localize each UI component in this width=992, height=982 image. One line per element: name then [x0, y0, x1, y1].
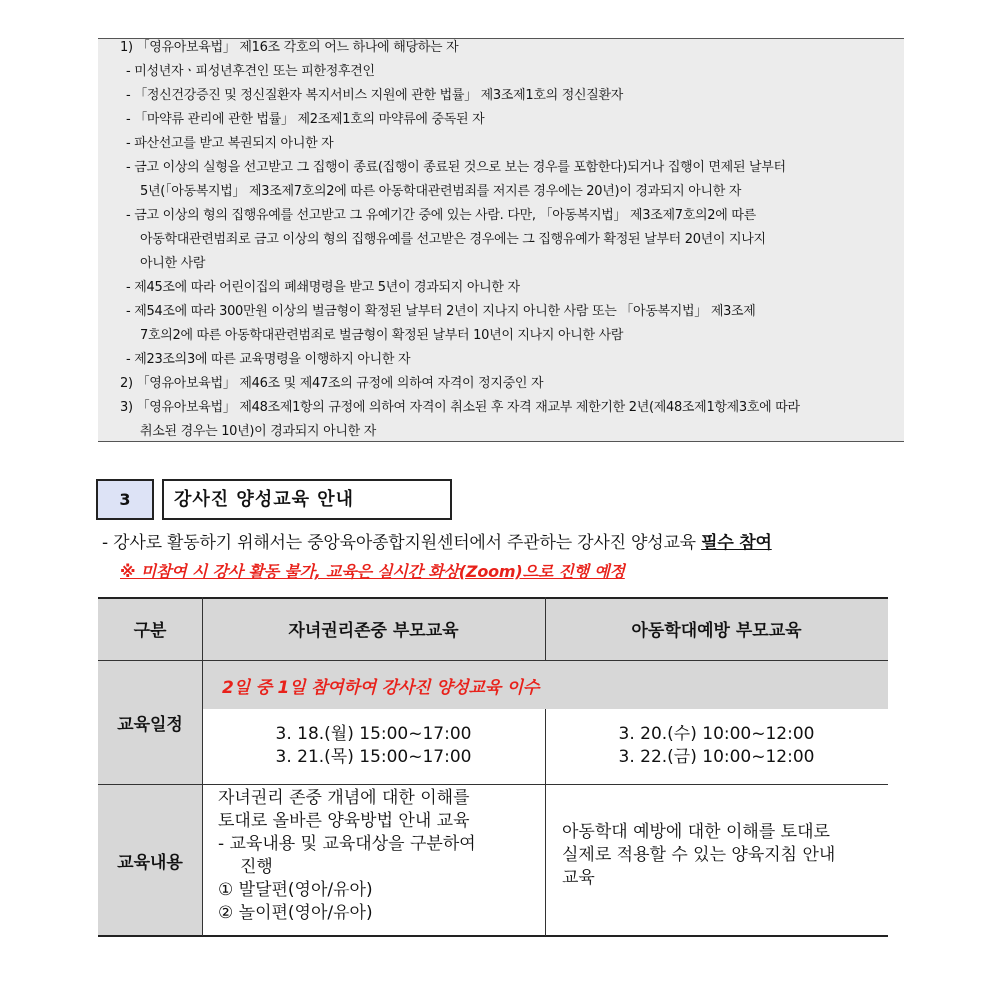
content-label: 교육내용: [98, 785, 202, 936]
training-table: [98, 597, 888, 937]
content-line: 토대로 올바른 양육방법 안내 교육: [218, 811, 470, 831]
disq-line: 2) 「영유아보육법」 제46조 및 제47조의 규정에 의하여 자격이 정지중인 자: [120, 376, 544, 391]
schedule-abuse-prevention: [545, 709, 888, 784]
content-line: ② 놀이편(영아/유아): [218, 903, 373, 923]
header-abuse-prevention: 아동학대예방 부모교육: [545, 597, 888, 660]
schedule-date: 3. 22.(금) 10:00~12:00: [618, 747, 815, 767]
zoom-notice: ※ 미참여 시 강사 활동 불가, 교육은 실시간 화상(Zoom)으로 진행 예정: [120, 562, 625, 581]
section-title: 강사진 양성교육 안내: [162, 479, 452, 520]
disq-line: - 파산선고를 받고 복권되지 아니한 자: [126, 136, 334, 151]
content-abuse-prevention: [562, 821, 882, 911]
disq-line: - 미성년자ㆍ피성년후견인 또는 피한정후견인: [126, 64, 375, 79]
disq-line: - 제23조의3에 따른 교육명령을 이행하지 아니한 자: [126, 352, 411, 367]
content-line: 실제로 적용할 수 있는 양육지침 안내: [562, 845, 836, 865]
disq-line: 7호의2에 따른 아동학대관련범죄로 벌금형이 확정된 날부터 10년이 지나지 아니한 사람: [140, 328, 624, 343]
table-rule: [202, 597, 203, 936]
schedule-child-rights: [202, 709, 545, 784]
disqualification-box: [98, 38, 904, 442]
schedule-label: 교육일정: [98, 661, 202, 784]
table-rule: [98, 597, 888, 599]
disq-line: 아니한 사람: [140, 256, 206, 271]
table-rule: [98, 935, 888, 937]
content-line: 아동학대 예방에 대한 이해를 토대로: [562, 822, 830, 842]
intro-body: - 강사로 활동하기 위해서는 중앙육아종합지원센터에서 주관하는 강사진 양성교육: [102, 533, 702, 553]
content-line: 자녀권리 존중 개념에 대한 이해를: [218, 788, 470, 808]
schedule-date: 3. 21.(목) 15:00~17:00: [275, 747, 472, 767]
header-child-rights: 자녀권리존중 부모교육: [202, 597, 545, 660]
disq-line: - 제54조에 따라 300만원 이상의 벌금형이 확정된 날부터 2년이 지나지 아니한 사람 또는 「아동복지법」 제3조제: [126, 304, 756, 319]
schedule-date: 3. 20.(수) 10:00~12:00: [618, 724, 815, 744]
table-rule: [98, 660, 888, 661]
header-category: 구분: [98, 597, 202, 660]
disq-line: 취소된 경우는 10년)이 경과되지 아니한 자: [140, 424, 377, 439]
content-line: 진행: [240, 857, 273, 877]
content-child-rights: [218, 787, 538, 935]
disq-line: - 「정신건강증진 및 정신질환자 복지서비스 지원에 관한 법률」 제3조제1호의 정신질환자: [126, 88, 623, 103]
disq-line: - 금고 이상의 형의 집행유예를 선고받고 그 유예기간 중에 있는 사람. 다만, 「아동복지법」 제3조제7호의2에 따른: [126, 208, 756, 223]
disq-line: 5년(「아동복지법」 제3조제7호의2에 따른 아동학대관련범죄를 저지른 경우에는 20년)이 경과되지 아니한 자: [140, 184, 742, 199]
table-rule: [545, 709, 546, 936]
content-line: ① 발달편(영아/유아): [218, 880, 373, 900]
disq-line: 3) 「영유아보육법」 제48조제1항의 규정에 의하여 자격이 취소된 후 자격 재교부 제한기한 2년(제48조제1항제3호에 따라: [120, 400, 800, 415]
content-line: 교육: [562, 868, 595, 888]
table-rule: [545, 597, 546, 660]
disq-line: - 제45조에 따라 어린이집의 폐쇄명령을 받고 5년이 경과되지 아니한 자: [126, 280, 520, 295]
disq-line: 아동학대관련범죄로 금고 이상의 형의 집행유예를 선고받은 경우에는 그 집행유예가 확정된 날부터 20년이 지나지: [140, 232, 766, 247]
disq-line: - 금고 이상의 실형을 선고받고 그 집행이 종료(집행이 종료된 것으로 보는 경우를 포함한다)되거나 집행이 면제된 날부터: [126, 160, 786, 175]
disq-line: 1) 「영유아보육법」 제16조 각호의 어느 하나에 해당하는 자: [120, 40, 459, 55]
schedule-note: 2일 중 1일 참여하여 강사진 양성교육 이수: [202, 661, 888, 709]
section-number: 3: [96, 479, 154, 520]
required-participation: 필수 참여: [701, 533, 772, 553]
intro-text: [102, 528, 772, 553]
schedule-date: 3. 18.(월) 15:00~17:00: [275, 724, 472, 744]
table-rule: [98, 784, 888, 785]
disq-line: - 「마약류 관리에 관한 법률」 제2조제1호의 마약류에 중독된 자: [126, 112, 485, 127]
content-line: - 교육내용 및 교육대상을 구분하여: [218, 834, 476, 854]
